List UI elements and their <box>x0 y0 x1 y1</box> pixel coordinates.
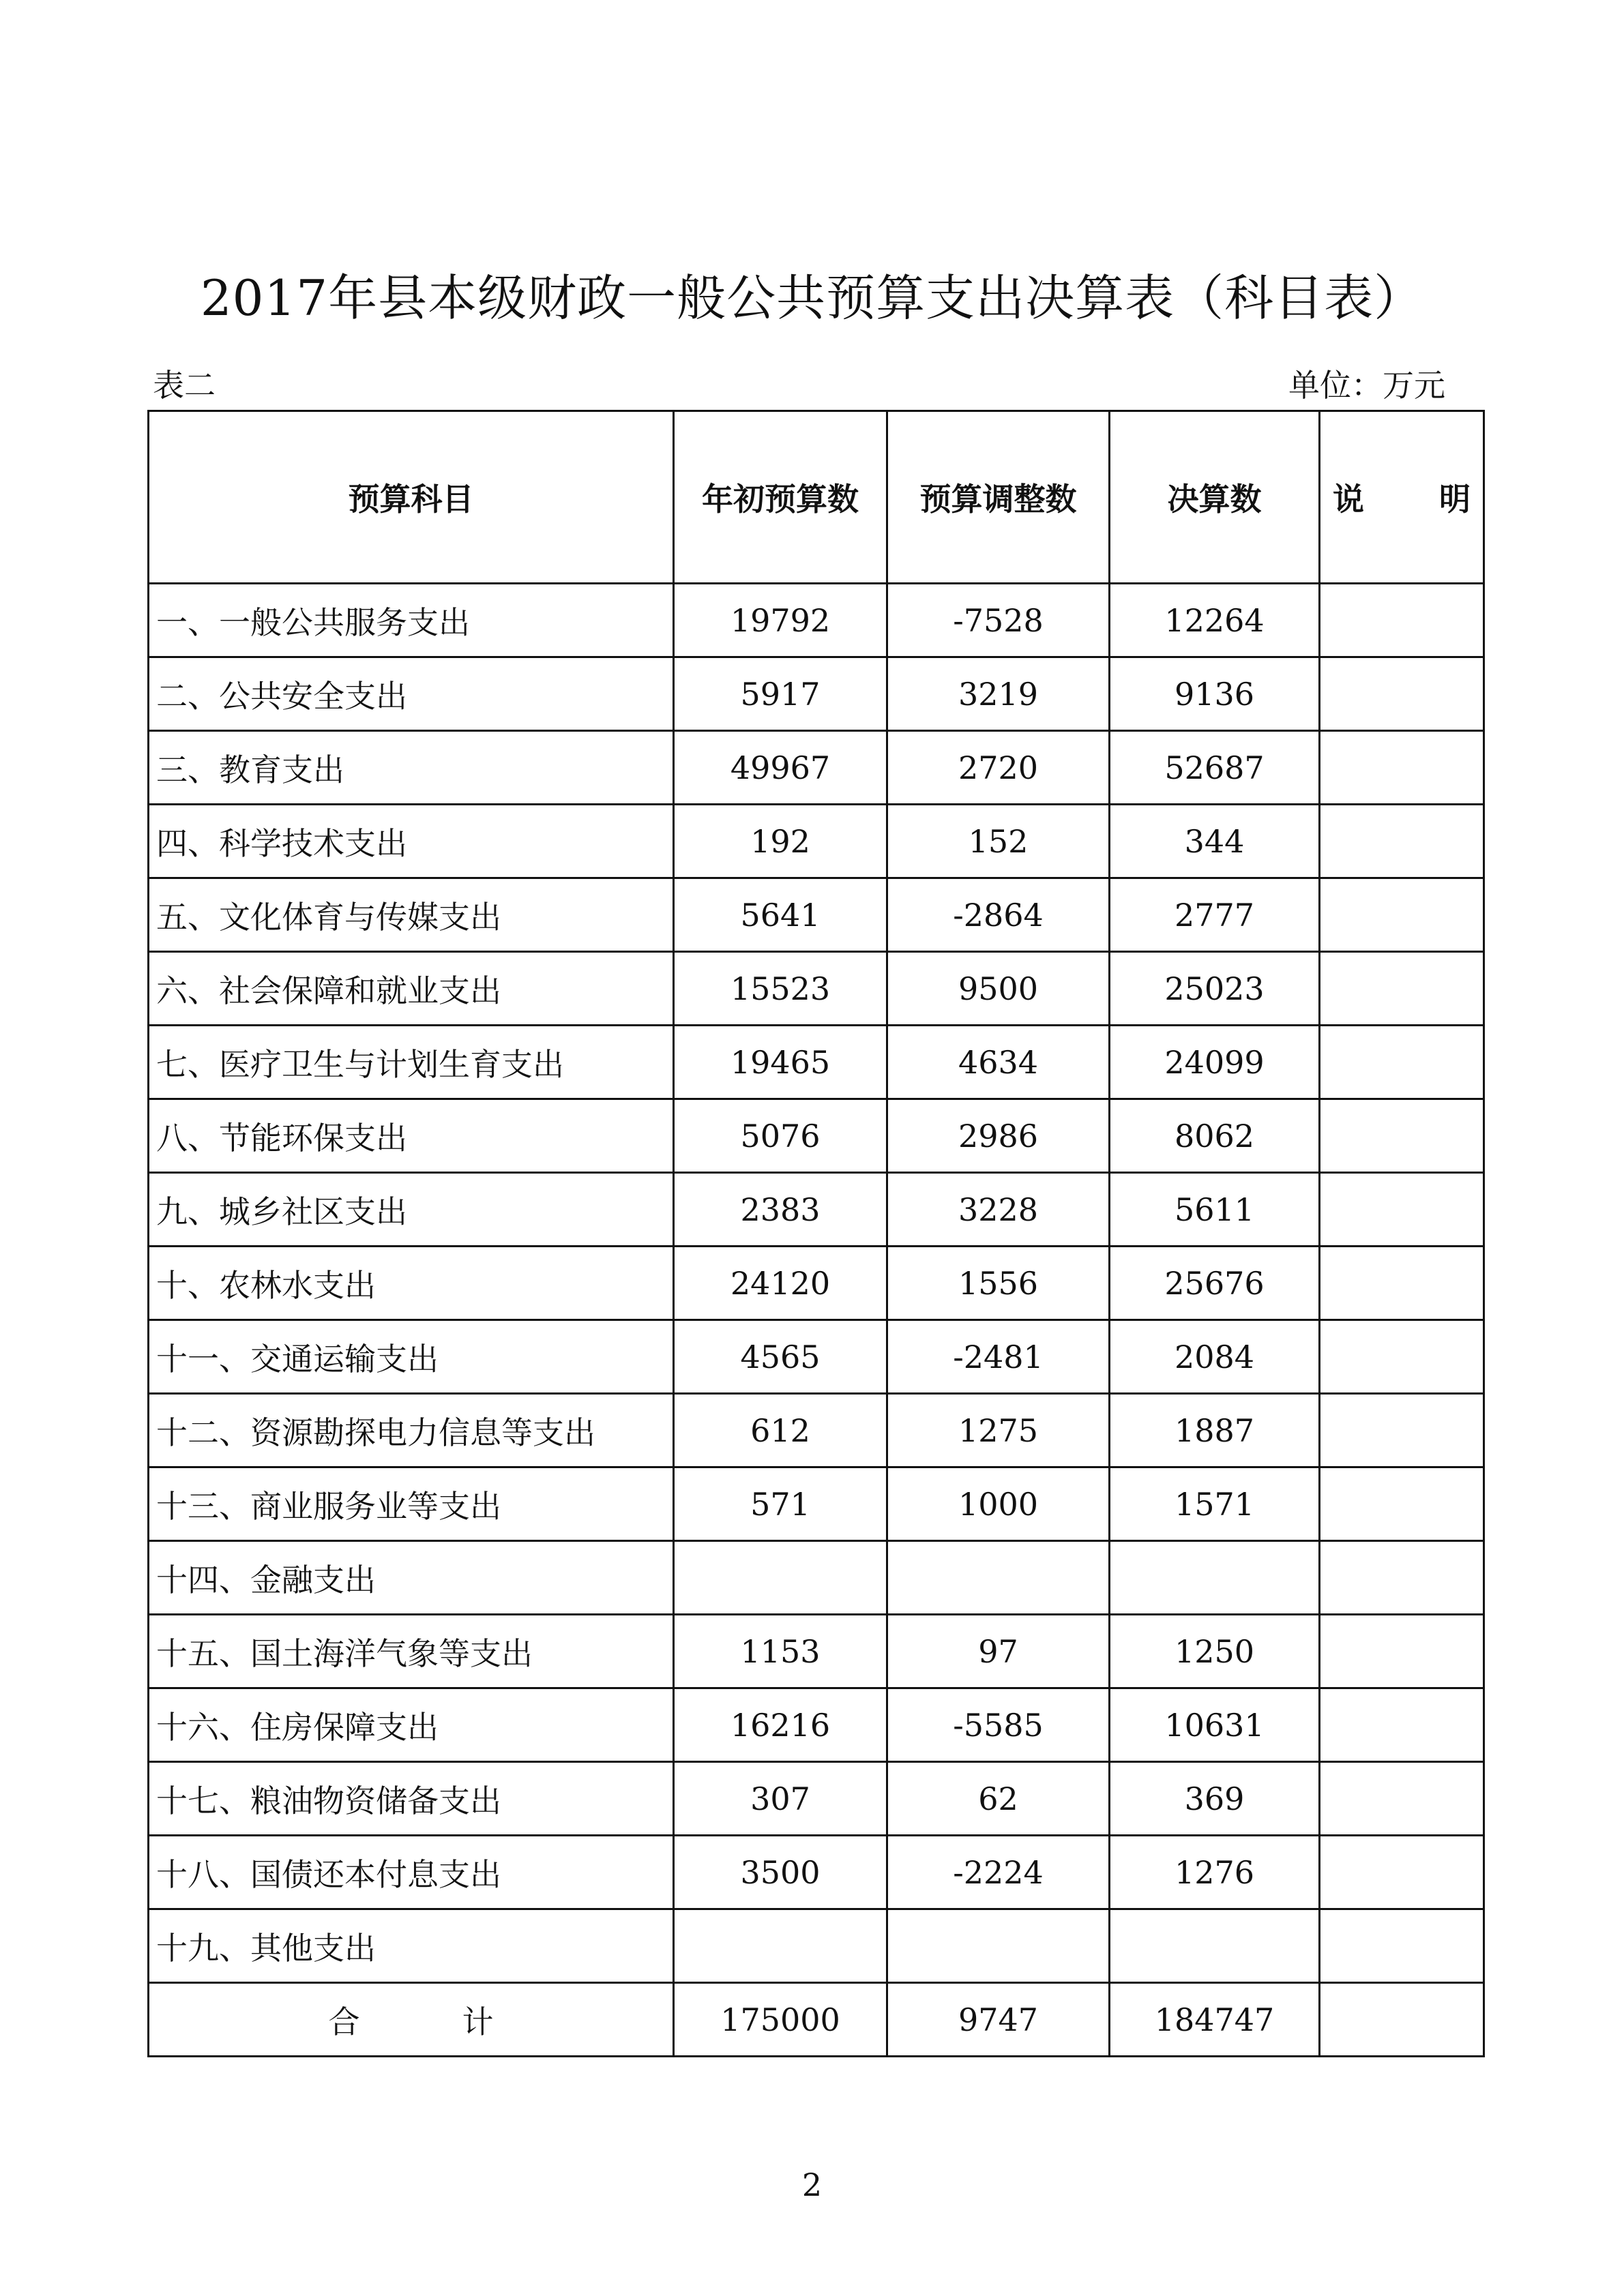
row-explanation <box>1320 1026 1484 1099</box>
row-subject: 四、科学技术支出 <box>149 805 674 878</box>
table-row <box>149 1467 1484 1541</box>
table-row <box>149 1099 1484 1173</box>
header-adjustment: 预算调整数 <box>887 411 1110 584</box>
row-subject: 十七、粮油物资储备支出 <box>149 1762 674 1836</box>
row-adjustment: 3228 <box>887 1173 1110 1247</box>
row-initial-budget: 19792 <box>674 584 887 657</box>
row-explanation <box>1320 1173 1484 1247</box>
row-explanation <box>1320 1615 1484 1688</box>
total-explanation <box>1320 1983 1484 2057</box>
table-row <box>149 1688 1484 1762</box>
row-subject: 十一、交通运输支出 <box>149 1320 674 1394</box>
row-adjustment: 152 <box>887 805 1110 878</box>
row-initial-budget <box>674 1541 887 1615</box>
table-row <box>149 1247 1484 1320</box>
row-final-accounts: 10631 <box>1110 1688 1320 1762</box>
row-initial-budget: 1153 <box>674 1615 887 1688</box>
row-explanation <box>1320 1467 1484 1541</box>
row-explanation <box>1320 1909 1484 1983</box>
row-final-accounts: 9136 <box>1110 657 1320 731</box>
table-row <box>149 1909 1484 1983</box>
total-adjustment: 9747 <box>887 1983 1110 2057</box>
table-row <box>149 1541 1484 1615</box>
row-final-accounts: 25023 <box>1110 952 1320 1026</box>
row-explanation <box>1320 1099 1484 1173</box>
row-final-accounts: 1250 <box>1110 1615 1320 1688</box>
total-label-part-1: 合 <box>328 2003 360 2040</box>
row-adjustment: 62 <box>887 1762 1110 1836</box>
table-row <box>149 952 1484 1026</box>
row-initial-budget: 571 <box>674 1467 887 1541</box>
table-row <box>149 805 1484 878</box>
row-explanation <box>1320 1762 1484 1836</box>
page-number: 2 <box>801 2166 823 2203</box>
budget-table <box>147 410 1485 2057</box>
total-label <box>149 1983 674 2057</box>
row-adjustment: -2224 <box>887 1836 1110 1909</box>
table-row <box>149 1615 1484 1688</box>
row-explanation <box>1320 657 1484 731</box>
row-final-accounts: 369 <box>1110 1762 1320 1836</box>
row-final-accounts <box>1110 1909 1320 1983</box>
total-final-accounts: 184747 <box>1110 1983 1320 2057</box>
row-adjustment: 97 <box>887 1615 1110 1688</box>
row-initial-budget <box>674 1909 887 1983</box>
row-final-accounts: 344 <box>1110 805 1320 878</box>
row-subject: 八、节能环保支出 <box>149 1099 674 1173</box>
row-subject: 十八、国债还本付息支出 <box>149 1836 674 1909</box>
table-row <box>149 1836 1484 1909</box>
header-final-accounts: 决算数 <box>1110 411 1320 584</box>
row-subject: 十、农林水支出 <box>149 1247 674 1320</box>
row-adjustment: 9500 <box>887 952 1110 1026</box>
row-initial-budget: 15523 <box>674 952 887 1026</box>
row-initial-budget: 5076 <box>674 1099 887 1173</box>
row-final-accounts: 2777 <box>1110 878 1320 952</box>
row-final-accounts: 2084 <box>1110 1320 1320 1394</box>
row-subject: 十九、其他支出 <box>149 1909 674 1983</box>
row-subject: 十六、住房保障支出 <box>149 1688 674 1762</box>
row-adjustment: 4634 <box>887 1026 1110 1099</box>
row-explanation <box>1320 1394 1484 1467</box>
row-final-accounts: 12264 <box>1110 584 1320 657</box>
header-initial-budget: 年初预算数 <box>674 411 887 584</box>
table-row <box>149 1320 1484 1394</box>
table-row <box>149 1026 1484 1099</box>
row-explanation <box>1320 1320 1484 1394</box>
row-initial-budget: 19465 <box>674 1026 887 1099</box>
table-row <box>149 1762 1484 1836</box>
row-adjustment: 3219 <box>887 657 1110 731</box>
row-subject: 七、医疗卫生与计划生育支出 <box>149 1026 674 1099</box>
row-adjustment: 1000 <box>887 1467 1110 1541</box>
total-row <box>149 1983 1484 2057</box>
row-subject: 三、教育支出 <box>149 731 674 805</box>
table-row <box>149 657 1484 731</box>
row-initial-budget: 49967 <box>674 731 887 805</box>
row-adjustment: -2864 <box>887 878 1110 952</box>
table-header <box>149 411 1484 584</box>
row-subject: 六、社会保障和就业支出 <box>149 952 674 1026</box>
row-final-accounts: 24099 <box>1110 1026 1320 1099</box>
row-subject: 十五、国土海洋气象等支出 <box>149 1615 674 1688</box>
row-explanation <box>1320 1541 1484 1615</box>
row-adjustment <box>887 1909 1110 1983</box>
row-adjustment: 1556 <box>887 1247 1110 1320</box>
header-explanation-part-2: 明 <box>1439 481 1471 518</box>
row-adjustment: 2720 <box>887 731 1110 805</box>
row-explanation <box>1320 805 1484 878</box>
row-initial-budget: 3500 <box>674 1836 887 1909</box>
row-adjustment: -7528 <box>887 584 1110 657</box>
row-final-accounts: 1887 <box>1110 1394 1320 1467</box>
row-final-accounts: 8062 <box>1110 1099 1320 1173</box>
table-row <box>149 731 1484 805</box>
row-subject: 九、城乡社区支出 <box>149 1173 674 1247</box>
row-initial-budget: 307 <box>674 1762 887 1836</box>
table-body <box>149 584 1484 2057</box>
header-subject: 预算科目 <box>149 411 674 584</box>
row-explanation <box>1320 952 1484 1026</box>
row-final-accounts: 1276 <box>1110 1836 1320 1909</box>
row-explanation <box>1320 1836 1484 1909</box>
table-row <box>149 1394 1484 1467</box>
row-initial-budget: 5917 <box>674 657 887 731</box>
row-initial-budget: 612 <box>674 1394 887 1467</box>
table-row <box>149 584 1484 657</box>
row-subject: 二、公共安全支出 <box>149 657 674 731</box>
total-initial-budget: 175000 <box>674 1983 887 2057</box>
row-adjustment: -2481 <box>887 1320 1110 1394</box>
header-explanation-part-1: 说 <box>1333 481 1364 518</box>
row-explanation <box>1320 731 1484 805</box>
table-row <box>149 878 1484 952</box>
row-subject: 十四、金融支出 <box>149 1541 674 1615</box>
row-subject: 一、一般公共服务支出 <box>149 584 674 657</box>
row-final-accounts: 1571 <box>1110 1467 1320 1541</box>
unit-label: 单位：万元 <box>1288 367 1445 404</box>
row-final-accounts: 5611 <box>1110 1173 1320 1247</box>
row-explanation <box>1320 1247 1484 1320</box>
document-title: 2017年县本级财政一般公共预算支出决算表（科目表） <box>200 269 1424 327</box>
row-final-accounts: 25676 <box>1110 1247 1320 1320</box>
row-initial-budget: 192 <box>674 805 887 878</box>
row-subject: 十二、资源勘探电力信息等支出 <box>149 1394 674 1467</box>
total-label-part-2: 计 <box>462 2003 494 2040</box>
row-initial-budget: 16216 <box>674 1688 887 1762</box>
row-final-accounts <box>1110 1541 1320 1615</box>
header-row <box>149 411 1484 584</box>
row-subject: 五、文化体育与传媒支出 <box>149 878 674 952</box>
header-explanation <box>1320 411 1484 584</box>
row-subject: 十三、商业服务业等支出 <box>149 1467 674 1541</box>
row-initial-budget: 4565 <box>674 1320 887 1394</box>
row-explanation <box>1320 584 1484 657</box>
row-adjustment: -5585 <box>887 1688 1110 1762</box>
row-initial-budget: 2383 <box>674 1173 887 1247</box>
table-number: 表二 <box>153 367 216 404</box>
row-explanation <box>1320 878 1484 952</box>
row-explanation <box>1320 1688 1484 1762</box>
row-final-accounts: 52687 <box>1110 731 1320 805</box>
row-adjustment <box>887 1541 1110 1615</box>
row-initial-budget: 5641 <box>674 878 887 952</box>
row-adjustment: 2986 <box>887 1099 1110 1173</box>
row-initial-budget: 24120 <box>674 1247 887 1320</box>
row-adjustment: 1275 <box>887 1394 1110 1467</box>
table-row <box>149 1173 1484 1247</box>
